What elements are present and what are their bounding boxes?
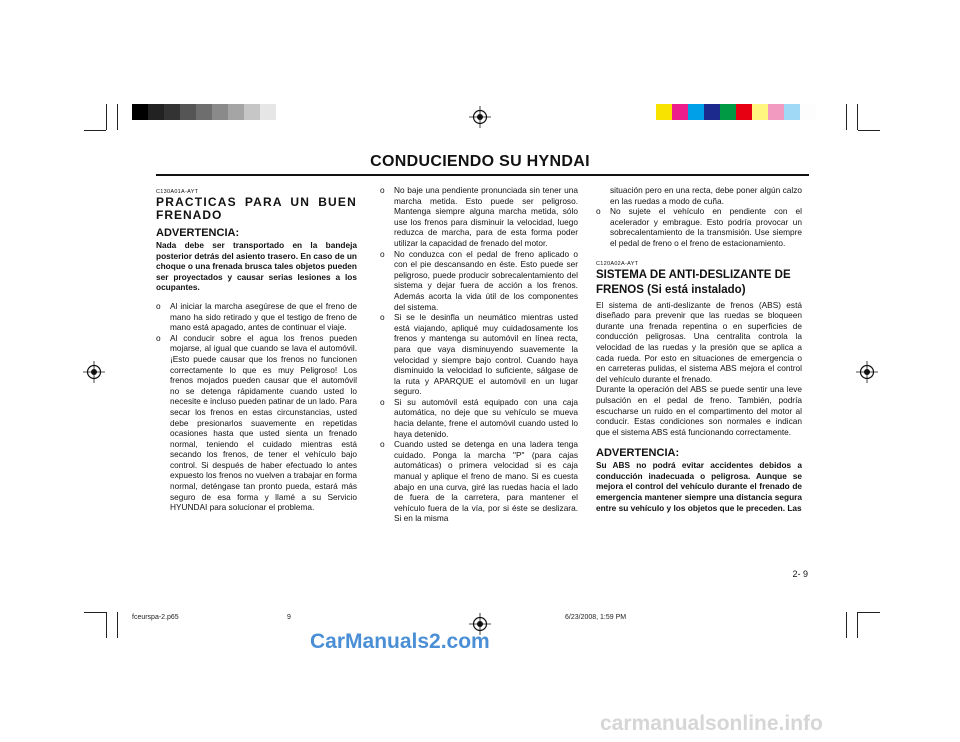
list-item: o Si su automóvil está equipado con una caja automática, no deje que su vehículo se mueva hacia delante, frene el automóvil cuando usted lo haya detenido. [380,396,578,439]
section-heading: PRACTICAS PARA UN BUEN [156,195,357,209]
crop-mark [858,130,880,131]
watermark-carmanuals[interactable]: CarManuals2.com [310,630,490,653]
warning-text: Su ABS no podrá evitar accidentes debidos a conducción inadecuada o peligrosa. Aunque se mejora el control del vehículo durante el frenado de emergencia mantener siempre una distancia segura entre su vehículo y los objetos que le preceden. Las [596,460,802,513]
footer-date: 6/23/2008, 1:59 PM [565,614,627,621]
registration-swatch [736,104,752,120]
watermark-manualsonline[interactable]: carmanualsonline.info [600,712,823,735]
registration-swatch [132,104,148,120]
registration-swatch [196,104,212,120]
list-item: o Si se le desinfla un neumático mientras usted está viajando, apliqué muy cuidadosamente los frenos y mantenga su automóvil en línea recta, para que vaya disminuyendo suavemente la velocidad y siempre bajo control. Cuando haya disminuido la velocidad lo suficiente, sálgase de la ruta y APARQUE el automóvil en un lugar seguro. [380,312,578,397]
section-code: C120A02A-AYT [596,260,639,267]
section-heading-line2: FRENADO [156,207,223,222]
list-item: o No baje una pendiente pronunciada sin tener una marcha metida. Esto puede ser peligroso. Mantenga siempre alguna marcha metida, sólo use los frenos para disminuir la velocidad, luego reduzca de marcha, para de esta forma poder utilizar la capacidad de frenado del motor. [380,185,578,248]
registration-swatch [212,104,228,120]
warning-label: ADVERTENCIA: [596,447,680,460]
section-code: C130A01A-AYT [156,189,199,195]
registration-swatch [800,104,816,120]
registration-swatch [720,104,736,120]
registration-crosshair-icon [856,361,878,383]
footer-filename: fceurspa-2.p65 [132,614,179,621]
list-item: o Cuando usted se detenga en una ladera tenga cuidado. Ponga la marcha "P" (para cajas automáticas) o primera velocidad si es caja manual y aplique el freno de mano. Si es cuesta abajo en una curva, giré las ruedas hacia el lado de fuera de la carretera, para mantener el vehículo fuera de la vía, por si éste se deslizara. Si en la misma [380,439,578,524]
color-registration-bar [656,104,816,120]
registration-swatch [244,104,260,120]
registration-swatch [688,104,704,120]
registration-crosshair-icon [469,106,491,128]
column-3 [596,185,802,513]
registration-swatch [148,104,164,120]
section-heading: SISTEMA DE ANTI-DESLIZANTE DE FRENOS (Si está instalado) [596,268,791,296]
registration-swatch [672,104,688,120]
list-item: o Al iniciar la marcha asegúrese de que el freno de mano ha sido retirado y que el testigo de freno de mano está apagado, antes de continuar el viaje. [156,300,357,333]
crop-mark [858,612,880,613]
crop-mark [106,104,107,130]
paragraph: Durante la operación del ABS se puede sentir una leve pulsación en el pedal de freno. También, podría escucharse un ruido en el compartimento del motor al conducir. Estas condiciones son normales e indican que el sistema ABS está funcionando correctamente. [596,384,802,437]
registration-crosshair-icon [83,361,105,383]
warning-label: ADVERTENCIA: [156,227,240,239]
registration-swatch [260,104,276,120]
list-item: o Al conducir sobre el agua los frenos pueden mojarse, al igual que cuando se lava el automóvil. ¡Esto puede causar que los frenos no funcionen correctamente lo que es muy Peligroso! Los frenos mojados pueden causar que el automóvil no se detenga rápidamente cuando usted lo necesite e incluso pueden patinar de un lado. Para secar los frenos en estas circunstancias, usted debe presionarlos suavemente en repetidas ocasiones hasta que usted sienta un frenado normal, teniendo el cuidado mientras está secando los frenos, de tener el vehículo bajo control. Si después de haber efectuado lo antes expuesto los frenos no vuelven a trabajar en forma normal, deténgase tan pronto pueda, estará más seguro de esa forma y llamé a su Servicio HYUNDAI para solucionar el problema. [156,332,357,513]
registration-swatch [784,104,800,120]
gray-registration-bar [132,104,276,120]
column-2 [380,185,578,524]
list-item: o No conduzca con el pedal de freno aplicado o con el pie descansando en éste. Esto puede ser peligroso, puede producir sobrecalentamiento del sistema y dejar fuera de acción a los frenos. Además acorta la vida útil de los componentes del sistema. [380,248,578,312]
footer-page: 9 [287,614,291,621]
crop-mark [857,104,858,130]
registration-swatch [752,104,768,120]
crop-mark [846,104,847,130]
title-rule [156,174,809,176]
continuation-text: situación pero en una recta, debe poner algún calzo en las ruedas a modo de cuña. [610,185,802,206]
registration-swatch [704,104,720,120]
registration-swatch [164,104,180,120]
registration-swatch [180,104,196,120]
page-title: CONDUCIENDO SU HYNDAI [370,153,590,170]
crop-mark [106,612,107,638]
crop-mark [84,130,106,131]
crop-mark [846,612,847,638]
warning-text: Nada debe ser transportado en la bandeja posterior detrás del asiento trasero. En caso de un choque o una frenada brusca tales objetos pueden ser proyectados y causar serias lesiones a los ocupantes. [156,240,357,293]
paragraph: El sistema de anti-deslizante de frenos (ABS) está diseñado para prevenir que las ruedas se bloqueen durante una frenada repentina o en superficies de conducción peligrosas. Una centralita controla la velocidad de las ruedas y la presión que se aplica a cada rueda. Por esto en situaciones de emergencia o en carreteras pulidas, el sistema ABS mejora el control del vehículo durante el frenado. [596,299,802,384]
list-item: o No sujete el vehículo en pendiente con el acelerador y embrague. Esto podría provocar un sobrecalentamiento de la transmisión. Use siempre el pedal de freno o el freno de estacionamiento. [596,206,802,248]
registration-swatch [768,104,784,120]
registration-swatch [656,104,672,120]
crop-mark [117,104,118,130]
crop-mark [117,612,118,638]
crop-mark [857,612,858,638]
page-number: 2- 9 [792,569,808,579]
registration-swatch [228,104,244,120]
crop-mark [84,612,106,613]
column-1 [156,189,357,513]
